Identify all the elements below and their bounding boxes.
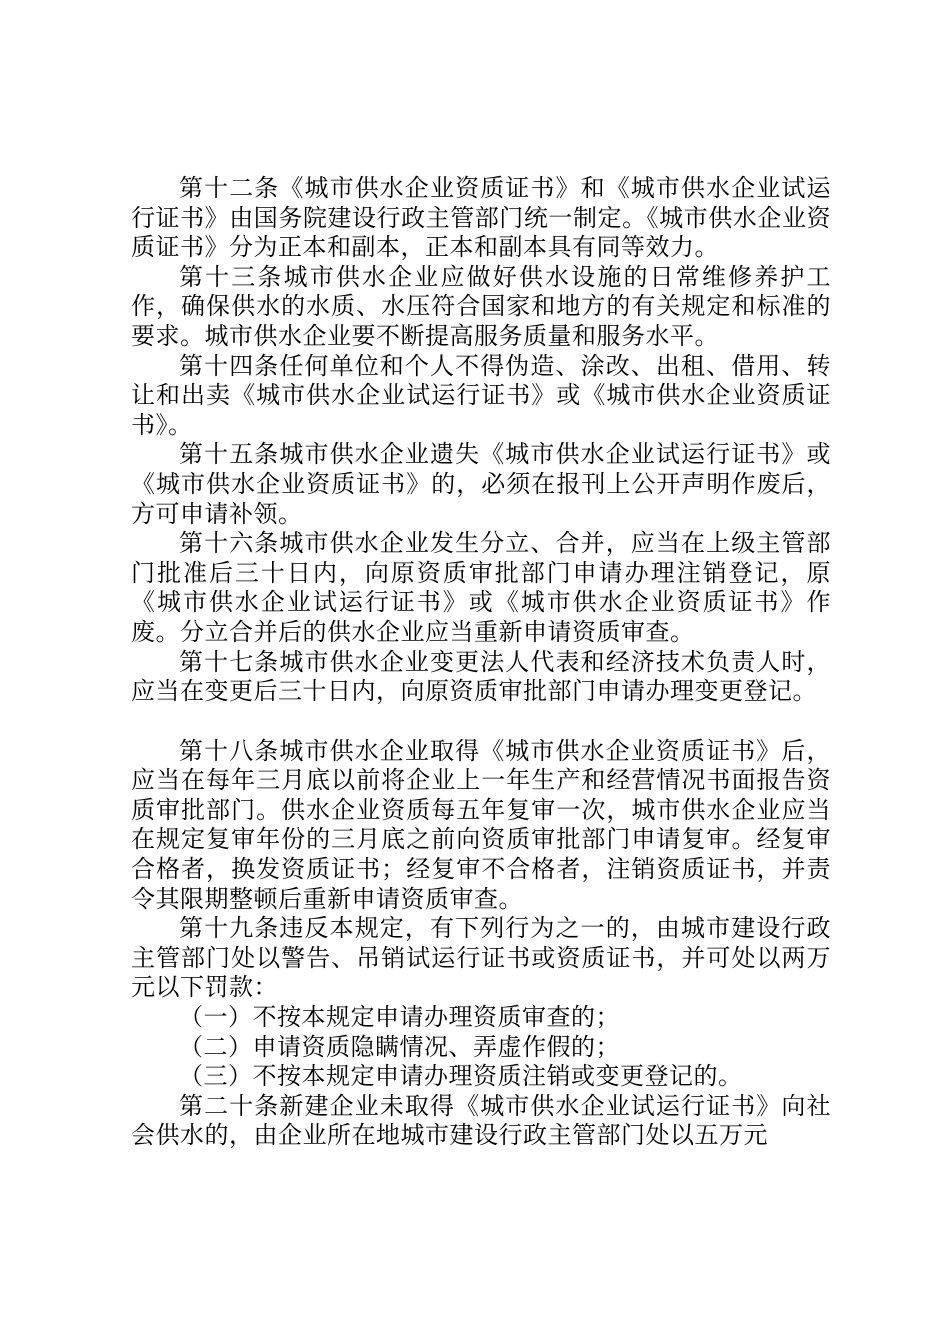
article-17: 第十七条城市供水企业变更法人代表和经济技术负责人时，应当在变更后三十日内，向原资质审批部门申请办理变更登记。	[131, 647, 831, 706]
article-19-item-1: （一）不按本规定申请办理资质审查的；	[179, 1003, 620, 1032]
article-18: 第十八条城市供水企业取得《城市供水企业资质证书》后，应当在每年三月底以前将企业上一年生产和经营情况书面报告资质审批部门。供水企业资质每五年复审一次，城市供水企业应当在规定复审年份的三月底之前向资质审批部门申请复审。经复审合格者，换发资质证书；经复审不合格者，注销资质证书，并责令其限期整顿后重新申请资质审查。	[131, 736, 831, 913]
article-16: 第十六条城市供水企业发生分立、合并，应当在上级主管部门批准后三十日内，向原资质审批部门申请办理注销登记，原《城市供水企业试运行证书》或《城市供水企业资质证书》作废。分立合并后的供水企业应当重新申请资质审查。	[131, 529, 831, 646]
article-14: 第十四条任何单位和个人不得伪造、涂改、出租、借用、转让和出卖《城市供水企业试运行证书》或《城市供水企业资质证书》。	[131, 351, 831, 439]
paragraph-spacer	[131, 707, 831, 737]
article-15: 第十五条城市供水企业遗失《城市供水企业试运行证书》或《城市供水企业资质证书》的，必须在报刊上公开声明作废后，方可申请补领。	[131, 440, 831, 528]
article-13: 第十三条城市供水企业应做好供水设施的日常维修养护工作，确保供水的水质、水压符合国家和地方的有关规定和标准的要求。城市供水企业要不断提高服务质量和服务水平。	[131, 262, 831, 350]
article-12: 第十二条《城市供水企业资质证书》和《城市供水企业试运行证书》由国务院建设行政主管部门统一制定。《城市供水企业资质证书》分为正本和副本，正本和副本具有同等效力。	[131, 174, 831, 262]
article-19-item-3: （三）不按本规定申请办理资质注销或变更登记的。	[179, 1062, 743, 1091]
article-20: 第二十条新建企业未取得《城市供水企业试运行证书》向社会供水的，由企业所在地城市建设行政主管部门处以五万元	[131, 1091, 831, 1150]
article-19: 第十九条违反本规定，有下列行为之一的，由城市建设行政主管部门处以警告、吊销试运行证书或资质证书，并可处以两万元以下罚款：	[131, 914, 831, 1002]
article-19-item-2: （二）申请资质隐瞒情况、弄虚作假的；	[179, 1032, 620, 1061]
document-body	[131, 174, 831, 1151]
